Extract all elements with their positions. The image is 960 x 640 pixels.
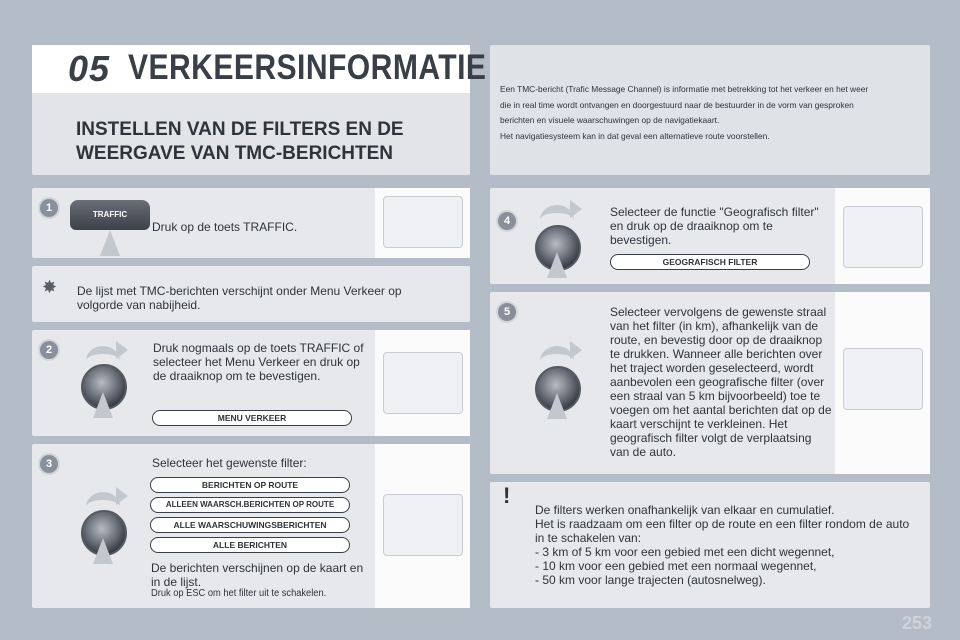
filter-option: ALLEEN WAARSCH.BERICHTEN OP ROUTE xyxy=(150,497,350,513)
geografisch-filter-label: GEOGRAFISCH FILTER xyxy=(610,254,810,270)
sun-icon: ✸ xyxy=(42,277,58,297)
chapter-number: 05 xyxy=(68,48,111,89)
rotate-arrow-head-icon xyxy=(570,341,582,359)
radio-unit-image xyxy=(383,196,463,248)
step-2-device-area xyxy=(375,330,470,436)
intro-line: die in real time wordt ontvangen en doorgestuurd naar de bestuurder in de vorm van gesproken xyxy=(500,99,854,110)
step-3-text: Selecteer het gewenste filter: xyxy=(152,456,307,470)
radio-unit-image xyxy=(383,494,463,556)
tip-text: De lijst met TMC-berichten verschijnt onder Menu Verkeer op volgorde van nabijheid. xyxy=(77,284,402,312)
warning-item: - 10 km voor een gebied met een normaal wegennet, xyxy=(535,559,817,573)
radio-unit-image xyxy=(383,352,463,414)
intro-line: Het navigatiesysteem kan in dat geval een alternatieve route voorstellen. xyxy=(500,130,770,141)
radio-unit-image xyxy=(843,206,923,268)
rotate-arrow-head-icon xyxy=(570,200,582,218)
press-arrow-icon xyxy=(547,252,567,278)
step-3-device-area xyxy=(375,444,470,608)
step-4-device-area xyxy=(835,188,930,284)
warning-icon: ! xyxy=(503,483,511,508)
step-number-5: 5 xyxy=(498,303,516,321)
rotate-arrow-head-icon xyxy=(116,487,128,505)
step-2-text: Druk nogmaals op de toets TRAFFIC of selecteer het Menu Verkeer en druk op de draaiknop om te bevestigen. xyxy=(153,341,364,383)
warning-text xyxy=(535,503,915,587)
step-number-1: 1 xyxy=(40,199,58,217)
step-number-4: 4 xyxy=(498,212,516,230)
step-1-text: Druk op de toets TRAFFIC. xyxy=(152,220,298,234)
traffic-button: TRAFFIC xyxy=(70,200,150,230)
step-3-text-2: De berichten verschijnen op de kaart en in de lijst. xyxy=(151,561,364,589)
intro-line: berichten en visuele waarschuwingen op de navigatiekaart. xyxy=(500,115,720,125)
warning-intro: De filters werken onafhankelijk van elkaar en cumulatief. xyxy=(535,503,835,517)
warning-item: - 3 km of 5 km voor een gebied met een dicht wegennet, xyxy=(535,545,835,559)
step-number-3: 3 xyxy=(40,455,58,473)
press-arrow-icon xyxy=(100,230,120,256)
step-1-device-area xyxy=(375,188,470,258)
filter-option: ALLE WAARSCHUWINGSBERICHTEN xyxy=(150,517,350,533)
intro-text xyxy=(500,82,920,144)
warning-item: - 50 km voor lange trajecten (autosnelweg). xyxy=(535,573,766,587)
page-number: 253 xyxy=(901,613,932,633)
rotate-arrow-head-icon xyxy=(116,341,128,359)
press-arrow-icon xyxy=(93,392,113,418)
radio-unit-image xyxy=(843,348,923,410)
warning-intro-2: Het is raadzaam om een filter op de route en een filter rondom de auto in te schakelen van: xyxy=(535,517,910,545)
intro-line: Een TMC-bericht (Trafic Message Channel) is informatie met betrekking tot het verkeer en het weer xyxy=(500,84,869,94)
step-5-device-area xyxy=(835,292,930,474)
step-4-text: Selecteer de functie "Geografisch filter" en druk op de draaiknop om te bevestigen. xyxy=(610,205,819,247)
filter-option: ALLE BERICHTEN xyxy=(150,537,350,553)
press-arrow-icon xyxy=(93,538,113,564)
step-number-2: 2 xyxy=(40,341,58,359)
filter-option: BERICHTEN OP ROUTE xyxy=(150,477,350,493)
step-5-text: Selecteer vervolgens de gewenste straal van het filter (in km), afhankelijk van de route, en bevestig door op de draaiknop te drukken. Wanneer alle berichten over het traject worden geselecteerd, wordt aanbevolen een geografische filter (over een straal van 5 km bijvoorbeeld) toe te voegen om het aantal berichten dat op de kaart verschijnt te verkleinen. Het geografisch filter volgt de verplaatsing van de auto. xyxy=(610,305,832,459)
page-title: VERKEERSINFORMATIE xyxy=(128,48,487,87)
menu-verkeer-label: MENU VERKEER xyxy=(152,410,352,426)
press-arrow-icon xyxy=(547,393,567,419)
section-title: INSTELLEN VAN DE FILTERS EN DE WEERGAVE VAN TMC-BERICHTEN xyxy=(76,119,404,164)
step-3-text-3: Druk op ESC om het filter uit te schakelen. xyxy=(151,588,327,599)
